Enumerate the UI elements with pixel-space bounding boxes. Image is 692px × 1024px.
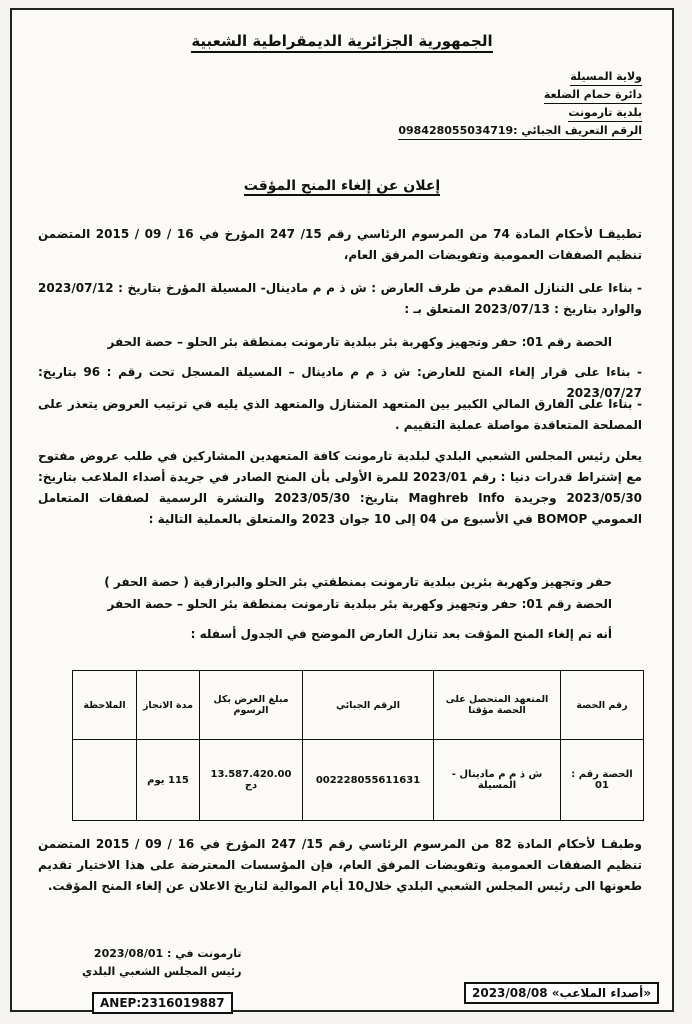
daira-line: دائرة حمام الضلعة	[544, 86, 642, 104]
document-page	[10, 8, 674, 1012]
header-notes: الملاحظة	[73, 671, 137, 740]
commune-line: بلدية تارمونت	[568, 104, 642, 122]
anep-reference: ANEP:2316019887	[92, 992, 233, 1014]
cell-notes	[73, 740, 137, 821]
signature-block	[82, 945, 241, 981]
table-header-row	[73, 671, 644, 740]
cell-tax-number: 002228055611631	[303, 740, 434, 821]
admin-block	[398, 68, 642, 140]
republic-title: الجمهورية الجزائرية الديمقراطية الشعبية	[191, 32, 492, 53]
cell-lot-number: الحصة رقم : 01	[561, 740, 644, 821]
header-duration: مدة الانجاز	[137, 671, 200, 740]
header-amount: مبلغ العرض بكل الرسوم	[200, 671, 303, 740]
cell-bidder: ش ذ م م مادينال - المسيلة	[434, 740, 561, 821]
paragraph-appeal: وطبقـا لأحكام المادة 82 من المرسوم الرئاسي رقم 15/ 247 المؤرخ في 16 / 09 / 2015 المتضمن تنظيم الصفقات العمومية وتفويضات المرفق العام، فإن المؤسسات المعترضة على هذا الاختيار تقديم طعونها الى رئيس المجلس الشعبي البلدي خلال10 أيام الموالية لتاريخ الاعلان عن إلغاء المنح المؤقت.	[38, 837, 642, 893]
paragraph-notice: يعلن رئيس المجلس الشعبي البلدي لبلدية تارمونت كافة المتعهدين المشاركين في طلب عروض مفتوح مع إشتراط قدرات دنيا : رقم 2023/01 للمرة الأولى بأن المنح الصادر في جريدة أصداء الملاعب بتاريخ: 2023/05/30 وجريدة Maghreb Info بتاريخ: 2023/05/30 والنشرة الرسمية لصفقات المتعامل العمومي BOMOP في الأسبوع من 04 إلى 10 جوان 2023 والمتعلق بالعملية التالية :	[38, 449, 643, 526]
signature-place-date: تارمونت في : 2023/08/01	[93, 947, 242, 960]
results-table	[72, 670, 644, 821]
header-lot-number: رقم الحصة	[561, 671, 644, 740]
paragraph-cancellation-decision: - بناءا على قرار إلغاء المنح للعارض: ش ذ م م مادينال – المسيلة المسجل تحت رقم : 96 بتاريخ: 2023/07/27	[38, 365, 643, 400]
paragraph-financial-gap: - بناءا على الفارق المالي الكبير بين المتعهد المتنازل والمتعهد الذي يليه في ترتيب العروض يتعذر على المصلحة المتعاقدة مواصلة عملية التقييم .	[38, 397, 642, 432]
announcement-title: إعلان عن إلغاء المنح المؤقت	[243, 178, 441, 194]
paragraph-table-intro: أنه تم إلغاء المنح المؤقت بعد تنازل العارض الموضح في الجدول أسفله :	[190, 627, 612, 641]
header-tax-number: الرقم الجبائي	[303, 671, 434, 740]
paragraph-withdrawal: - بناءا على التنازل المقدم من طرف العارض : ش ذ م م مادينال- المسيلة المؤرخ بتاريخ : 2023/07/12 والوارد بتاريخ : 2023/07/13 المتعلق بـ :	[38, 281, 642, 316]
newspaper-reference: «أصداء الملاعب» 2023/08/08	[464, 982, 659, 1004]
wilaya-line: ولاية المسيلة	[570, 68, 642, 86]
cell-amount: 13.587.420.00 دج	[200, 740, 303, 821]
table-row	[73, 740, 644, 821]
nif-line: الرقم التعريف الجبائي :098428055034719	[398, 122, 642, 140]
signature-role: رئيس المجلس الشعبي البلدي	[82, 965, 242, 978]
paragraph-legal-basis: تطبيقـا لأحكام المادة 74 من المرسوم الرئاسي رقم 15/ 247 المؤرخ في 16 / 09 / 2015 المتضمن تنظيم الصفقات العمومية وتفويضات المرفق العام،	[38, 227, 642, 262]
paragraph-operation: حفر وتجهيز وكهربة بئرين ببلدية تارمونت بمنطقتي بئر الحلو والبرازقية ( حصة الحفر )	[104, 575, 612, 589]
cell-duration: 115 يوم	[137, 740, 200, 821]
republic-header	[12, 32, 672, 50]
header-bidder: المتعهد المتحصل على الحصة مؤقتا	[434, 671, 561, 740]
paragraph-lot-1: الحصة رقم 01: حفر وتجهيز وكهربة بئر ببلدية تارمونت بمنطقة بئر الحلو – حصة الحفر	[107, 335, 612, 349]
paragraph-lot-1-repeat: الحصة رقم 01: حفر وتجهيز وكهربة بئر ببلدية تارمونت بمنطقة بئر الحلو – حصة الحفر	[107, 597, 612, 611]
